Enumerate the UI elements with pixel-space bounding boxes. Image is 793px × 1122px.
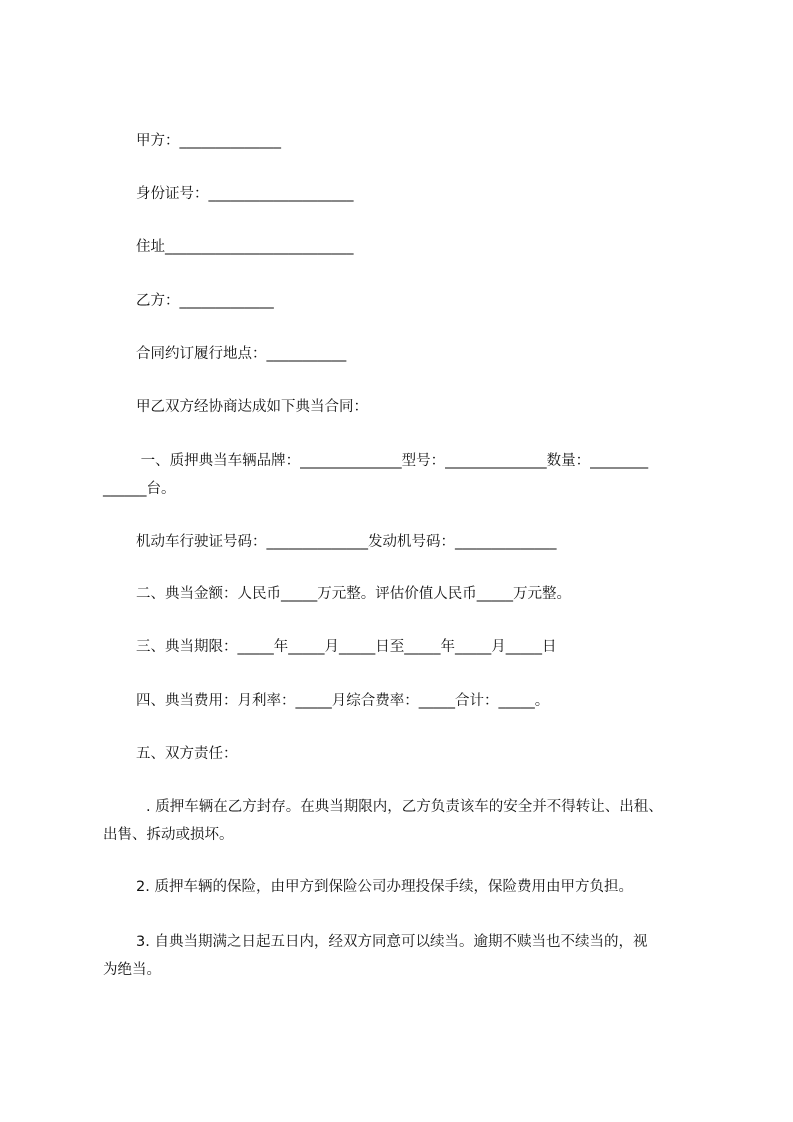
responsibility-item-1-continuation: 出售、拆动或损坏。 (103, 827, 234, 843)
responsibilities-heading: 五、双方责任： (136, 746, 238, 762)
vehicle-license-line: 机动车行驶证号码：______________发动机号码：______________ (136, 534, 557, 550)
party-a-line: 甲方：______________ (136, 133, 281, 149)
responsibility-item-3: 3. 自典当期满之日起五日内，经双方同意可以续当。逾期不赎当也不续当的，视 (136, 934, 648, 950)
vehicle-quantity-continuation: ______台。 (103, 481, 176, 497)
contract-location-line: 合同约订履行地点：___________ (136, 346, 347, 362)
pawn-amount-line: 二、典当金额：人民币_____万元整。评估价值人民币_____万元整。 (136, 586, 571, 602)
party-b-line: 乙方：_____________ (136, 293, 274, 309)
responsibility-item-3-continuation: 为绝当。 (103, 962, 161, 978)
pawn-term-line: 三、典当期限：_____年_____月_____日至_____年_____月_____日 (136, 639, 557, 655)
responsibility-item-1: . 质押车辆在乙方封存。在典当期限内，乙方负责该车的安全并不得转让、出租、 (146, 799, 663, 815)
id-number-line: 身份证号：____________________ (136, 186, 354, 202)
address-line: 住址__________________________ (136, 239, 354, 255)
contract-intro-line: 甲乙双方经协商达成如下典当合同： (136, 399, 368, 415)
responsibility-item-2: 2. 质押车辆的保险，由甲方到保险公司办理投保手续，保险费用由甲方负担。 (136, 879, 633, 895)
vehicle-brand-line: 一、质押典当车辆品牌：______________型号：______________数量：________ (136, 453, 649, 469)
pawn-fee-line: 四、典当费用：月利率：_____月综合费率：_____合计：_____。 (136, 693, 550, 709)
